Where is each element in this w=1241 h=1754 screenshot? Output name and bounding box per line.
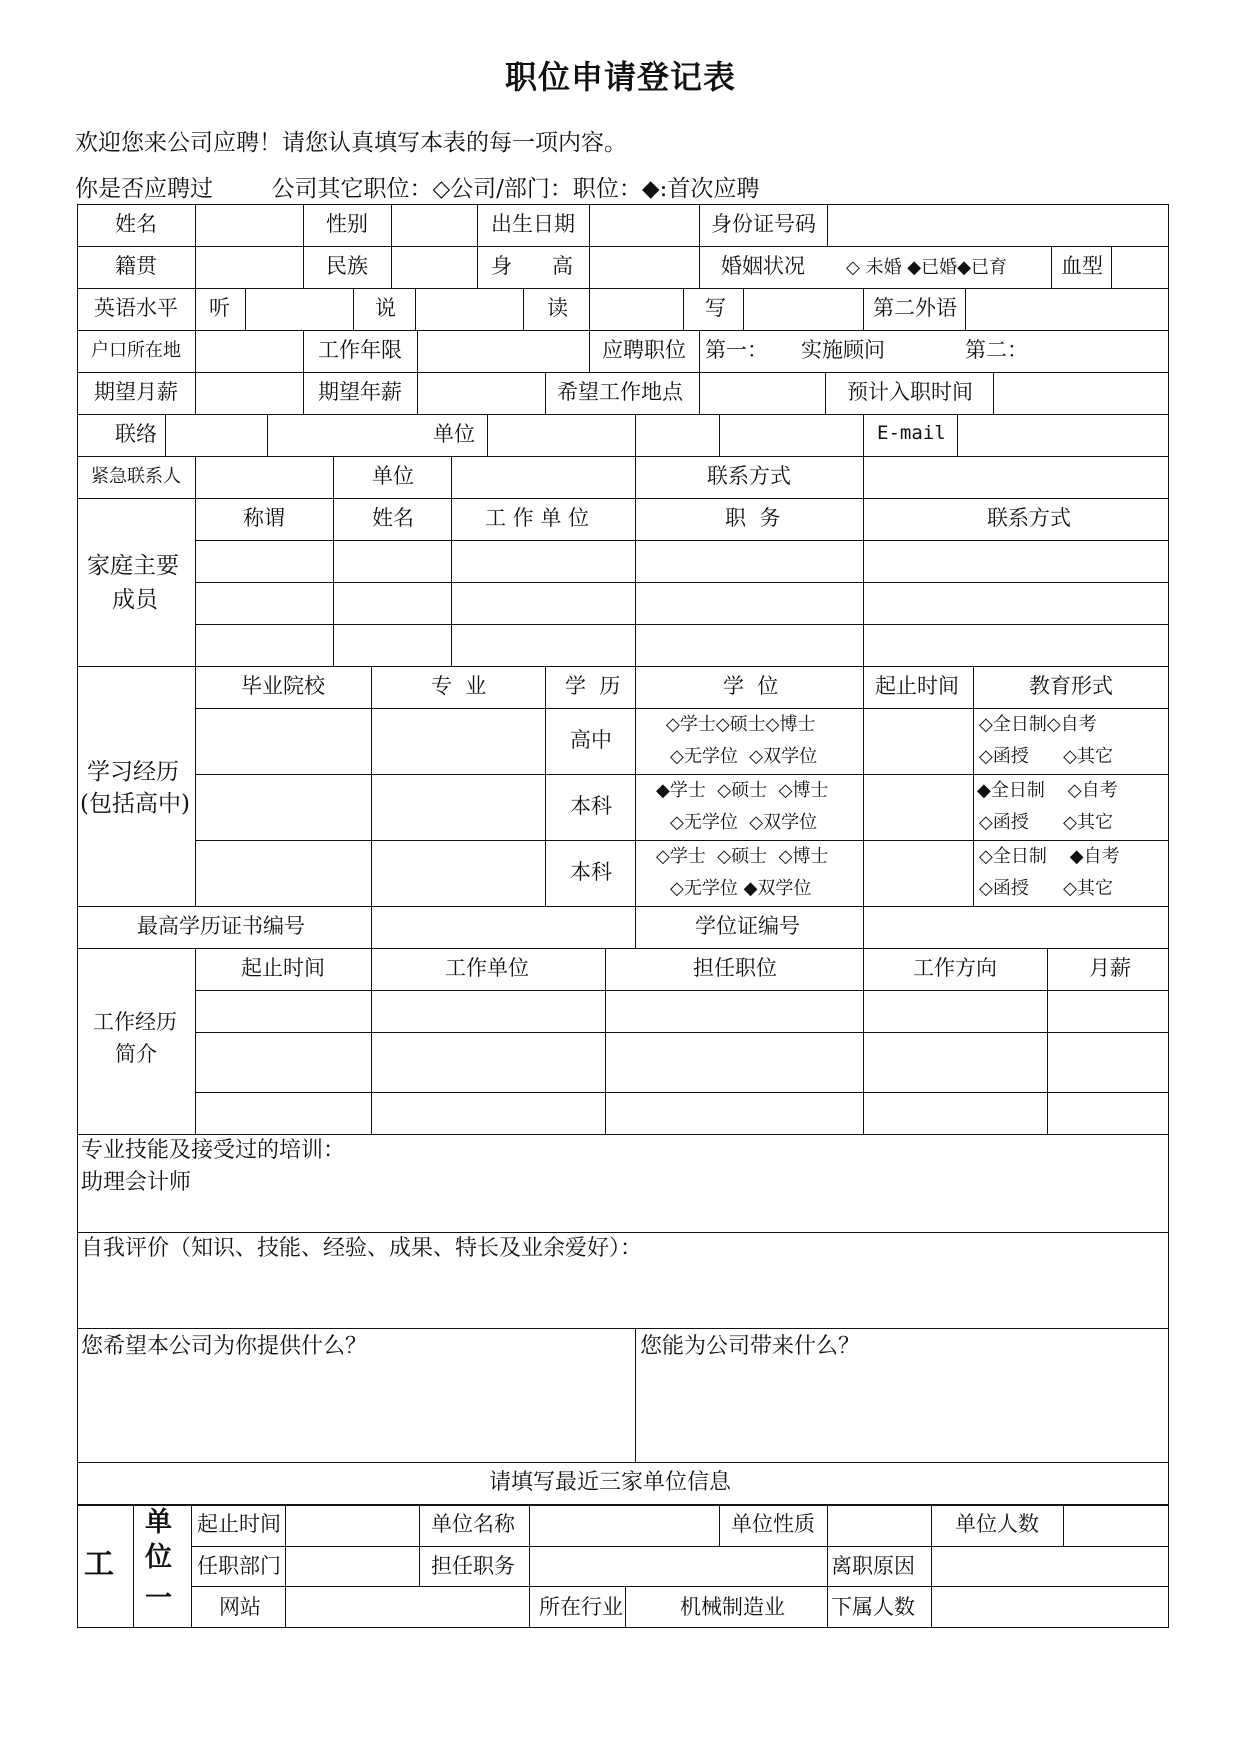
rule	[863, 414, 864, 456]
marital-options[interactable]: ◇ 未婚 ◆已婚◆已育	[846, 257, 1007, 278]
label-start-date: 预计入职时间	[847, 380, 973, 404]
study-header: 起止时间	[875, 674, 959, 698]
study-level: 本科	[570, 860, 612, 884]
rule	[635, 1328, 636, 1462]
rule	[1047, 948, 1048, 1134]
label-skills-training: 专业技能及接受过的培训：	[81, 1138, 346, 1163]
rule	[529, 1504, 530, 1628]
label-industry: 所在行业	[539, 1595, 623, 1619]
label-work-location: 希望工作地点	[557, 380, 683, 404]
form-title: 职位申请登记表	[504, 58, 736, 96]
rule	[957, 414, 958, 456]
rule	[195, 372, 196, 414]
work-label: 工作经历	[93, 1010, 177, 1034]
rule	[195, 540, 1169, 541]
label-expectations: 您希望本公司为你提供什么？	[81, 1334, 368, 1359]
applied-before-text: 你是否应聘过 公司其它职位：◇公司/部门：职位：◆:首次应聘	[75, 176, 760, 202]
rule	[77, 288, 1169, 289]
label-name: 姓名	[115, 212, 157, 236]
label-marital-status: 婚姻状况	[721, 254, 805, 278]
study-level: 本科	[570, 794, 612, 818]
label-subordinates: 下属人数	[831, 1595, 915, 1619]
rule	[417, 372, 418, 414]
rule	[827, 1504, 828, 1628]
rule	[285, 1504, 286, 1628]
study-form-options[interactable]: ◆全日制 ◇自考	[977, 780, 1118, 801]
rule	[419, 1504, 420, 1586]
rule	[195, 666, 196, 906]
rule	[77, 1232, 1169, 1233]
rule	[353, 288, 354, 330]
recent-units-title: 请填写最近三家单位信息	[489, 1470, 732, 1495]
rule	[863, 288, 864, 330]
study-label: 学习经历	[87, 759, 179, 785]
rule	[77, 1328, 1169, 1329]
label-english-level: 英语水平	[94, 296, 178, 320]
rule	[191, 1546, 1169, 1547]
study-form-options[interactable]: ◇全日制 ◆自考	[979, 846, 1120, 867]
first-choice-value[interactable]: 实施顾问	[801, 338, 885, 362]
rule	[931, 1504, 932, 1546]
rule	[195, 840, 1169, 841]
rule	[195, 774, 1169, 775]
rule	[863, 948, 864, 1134]
rule	[77, 330, 1169, 331]
rule	[635, 498, 636, 666]
label-blood-type: 血型	[1061, 254, 1103, 278]
study-form-options[interactable]: ◇函授 ◇其它	[979, 878, 1114, 899]
rule	[635, 456, 636, 498]
rule	[699, 372, 700, 414]
family-header: 联系方式	[987, 506, 1071, 530]
rule	[635, 666, 636, 906]
family-header: 姓名	[372, 506, 414, 530]
rule	[863, 906, 864, 948]
rule	[625, 1586, 626, 1628]
label-unit-size: 单位人数	[955, 1512, 1039, 1536]
recent-side-label: 工	[84, 1547, 114, 1582]
rule	[267, 414, 268, 456]
rule	[993, 372, 994, 414]
rule	[487, 414, 488, 456]
rule	[683, 288, 684, 330]
rule	[195, 948, 196, 1134]
label-gender: 性别	[326, 212, 368, 236]
rule	[391, 204, 392, 288]
label-applied-position: 应聘职位	[602, 338, 686, 362]
rule	[417, 330, 418, 372]
label-unit-type: 单位性质	[731, 1512, 815, 1536]
study-form-options[interactable]: ◇函授 ◇其它	[979, 812, 1114, 833]
rule	[371, 666, 372, 906]
rule	[77, 1462, 1169, 1463]
family-header: 职 务	[725, 506, 781, 530]
rule	[523, 288, 524, 330]
study-header: 毕业院校	[241, 674, 325, 698]
rule	[77, 372, 1169, 373]
rule	[77, 666, 1169, 667]
rule	[77, 456, 1169, 457]
label-second-language: 第二外语	[873, 296, 957, 320]
study-form-options[interactable]: ◇全日制◇自考	[979, 714, 1097, 735]
label-unit-name: 单位名称	[431, 1512, 515, 1536]
skills-value[interactable]: 助理会计师	[81, 1170, 192, 1195]
rule	[165, 414, 166, 456]
rule	[931, 1546, 932, 1628]
rule	[195, 708, 1169, 709]
rule	[477, 204, 478, 288]
industry-value[interactable]: 机械制造业	[680, 1595, 785, 1619]
rule	[1051, 246, 1052, 288]
label-listening: 听	[209, 296, 230, 320]
rule	[451, 498, 452, 666]
study-header: 学 位	[723, 674, 779, 698]
label-height: 身 高	[491, 254, 574, 278]
work-header: 担任职位	[693, 956, 777, 980]
rule	[303, 204, 304, 288]
study-form-options[interactable]: ◇函授 ◇其它	[979, 746, 1114, 767]
welcome-text: 欢迎您来公司应聘！请您认真填写本表的每一项内容。	[75, 130, 627, 156]
label-hukou: 户口所在地	[91, 340, 181, 361]
rule	[77, 906, 1169, 907]
unit-label: 一	[145, 1583, 172, 1614]
rule	[699, 204, 700, 288]
rule	[195, 990, 1169, 991]
study-header: 学 历	[565, 674, 621, 698]
rule	[863, 666, 864, 906]
rule	[371, 906, 372, 948]
label-expected-monthly: 期望月薪	[94, 380, 178, 404]
rule	[77, 948, 1169, 949]
rule	[195, 330, 196, 372]
label-contribution: 您能为公司带来什么？	[640, 1334, 861, 1359]
rule	[191, 1504, 192, 1628]
rule	[195, 1092, 1169, 1093]
rule	[589, 288, 590, 330]
rule	[195, 498, 196, 666]
rule	[635, 906, 636, 948]
family-header: 工 作 单 位	[485, 506, 590, 530]
rule	[719, 414, 720, 456]
label-degree-number: 学位证编号	[695, 914, 800, 938]
rule	[195, 624, 1169, 625]
label-expected-annual: 期望年薪	[318, 380, 402, 404]
rule	[605, 948, 606, 1134]
label-website: 网站	[219, 1595, 261, 1619]
rule	[77, 1504, 1169, 1506]
label-emergency-unit: 单位	[372, 464, 414, 488]
rule	[371, 948, 372, 1134]
rule	[245, 288, 246, 330]
rule	[1063, 1504, 1064, 1546]
work-header: 工作单位	[445, 956, 529, 980]
label-reading: 读	[547, 296, 568, 320]
label-birth-date: 出生日期	[491, 212, 575, 236]
rule	[77, 414, 1169, 415]
rule	[333, 498, 334, 666]
rule	[635, 414, 636, 456]
rule	[825, 372, 826, 414]
rule	[303, 372, 304, 414]
label-duty: 担任职务	[431, 1554, 515, 1578]
label-second-choice: 第二：	[965, 338, 1028, 362]
label-leave-reason: 离职原因	[831, 1554, 915, 1578]
rule	[545, 666, 546, 906]
work-header: 工作方向	[913, 956, 997, 980]
degree-options[interactable]: ◆学士 ◇硕士 ◇博士	[656, 780, 829, 801]
label-writing: 写	[705, 296, 726, 320]
rule	[1111, 246, 1112, 288]
label-unit: 单位	[433, 422, 475, 446]
rule	[195, 582, 1169, 583]
rule	[863, 456, 864, 498]
rule	[965, 288, 966, 330]
rule	[195, 456, 196, 498]
rule	[333, 456, 334, 498]
work-header: 月薪	[1089, 956, 1131, 980]
work-header: 起止时间	[241, 956, 325, 980]
label-native-place: 籍贯	[115, 254, 157, 278]
study-level: 高中	[570, 728, 612, 752]
label-first-choice: 第一：	[705, 338, 768, 362]
rule	[77, 246, 1169, 247]
study-header: 专 业	[431, 674, 487, 698]
family-label-2: 成员	[112, 587, 158, 613]
rule	[191, 1586, 1169, 1587]
label-id-number: 身份证号码	[711, 212, 816, 236]
rule	[415, 288, 416, 330]
rule	[743, 288, 744, 330]
rule	[973, 666, 974, 906]
family-header: 称谓	[243, 506, 285, 530]
rule	[195, 288, 196, 330]
degree-options[interactable]: ◇无学位 ◇双学位	[670, 812, 818, 833]
rule	[545, 372, 546, 414]
degree-options[interactable]: ◇学士◇硕士◇博士	[666, 714, 816, 735]
rule	[77, 1134, 1169, 1135]
label-work-years: 工作年限	[318, 338, 402, 362]
degree-options[interactable]: ◇学士 ◇硕士 ◇博士	[656, 846, 829, 867]
rule	[589, 330, 590, 372]
degree-options[interactable]: ◇无学位 ◇双学位	[670, 746, 818, 767]
rule	[303, 330, 304, 372]
label-diploma-number: 最高学历证书编号	[137, 914, 305, 938]
rule	[195, 1032, 1169, 1033]
study-label-2: (包括高中)	[80, 791, 190, 817]
label-department: 任职部门	[197, 1554, 281, 1578]
label-ethnicity: 民族	[326, 254, 368, 278]
degree-options[interactable]: ◇无学位 ◆双学位	[670, 878, 812, 899]
rule	[589, 204, 590, 288]
study-header: 教育形式	[1029, 674, 1113, 698]
unit-label: 位	[145, 1542, 172, 1573]
family-label: 家庭主要	[87, 553, 179, 579]
label-self-evaluation: 自我评价（知识、技能、经验、成果、特长及业余爱好）：	[81, 1236, 643, 1261]
rule	[451, 456, 452, 498]
rule	[77, 498, 1169, 499]
label-emergency-phone: 联系方式	[707, 464, 791, 488]
label-speaking: 说	[375, 296, 396, 320]
rule	[699, 330, 700, 372]
work-label-2: 简介	[115, 1042, 157, 1066]
rule	[863, 498, 864, 666]
rule	[133, 1504, 134, 1628]
label-contact: 联络	[115, 422, 157, 446]
label-email: E-mail	[877, 422, 946, 444]
label-period: 起止时间	[197, 1512, 281, 1536]
rule	[719, 1504, 720, 1546]
unit-label: 单	[145, 1507, 172, 1538]
label-emergency-contact: 紧急联系人	[91, 466, 181, 487]
rule	[827, 204, 828, 246]
rule	[195, 204, 196, 288]
